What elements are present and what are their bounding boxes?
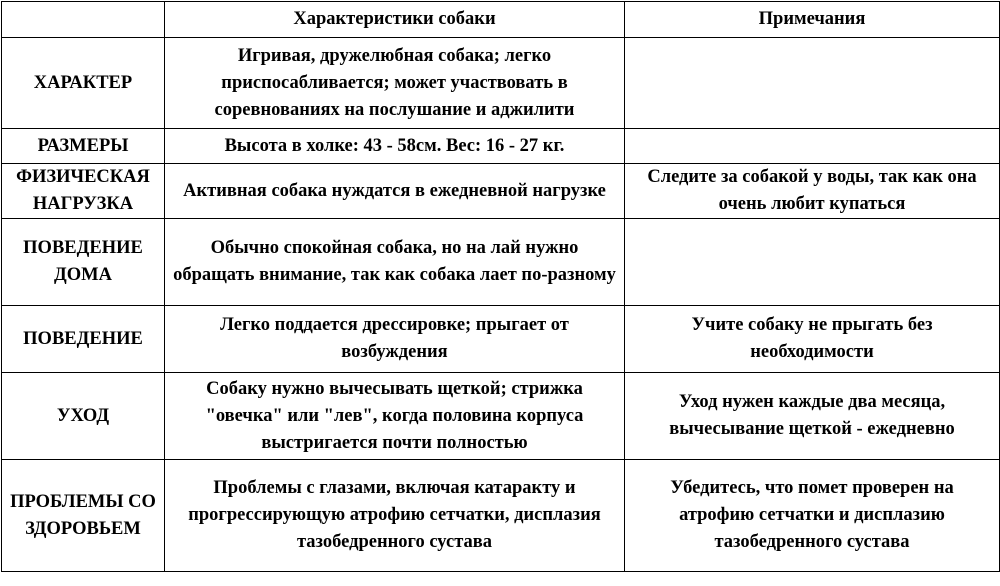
table-row [2,460,1000,572]
dog-care-table [1,1,1000,572]
row-label: ХАРАКТЕР [2,38,165,129]
row-label: ПРОБЛЕМЫ СО ЗДОРОВЬЕМ [2,460,165,572]
row-label: УХОД [2,373,165,460]
row-label: ПОВЕДЕНИЕ [2,306,165,373]
table-row [2,219,1000,306]
row-characteristics: Легко поддается дрессировке; прыгает от возбуждения [165,306,625,373]
row-notes: Уход нужен каждые два месяца, вычесывание щеткой - ежедневно [625,373,1000,460]
row-notes: Следите за собакой у воды, так как она очень любит купаться [625,164,1000,219]
row-characteristics: Игривая, дружелюбная собака; легко приспосабливается; может участвовать в соревнованиях на послушание и аджилити [165,38,625,129]
row-characteristics: Проблемы с глазами, включая катаракту и прогрессирующую атрофию сетчатки, дисплазия тазобедренного сустава [165,460,625,572]
table-row [2,129,1000,164]
header-row [2,2,1000,38]
header-label-cell [2,2,165,38]
row-characteristics: Высота в холке: 43 - 58см. Вес: 16 - 27 кг. [165,129,625,164]
header-notes: Примечания [625,2,1000,38]
header-characteristics: Характеристики собаки [165,2,625,38]
row-notes: Убедитесь, что помет проверен на атрофию сетчатки и дисплазию тазобедренного сустава [625,460,1000,572]
row-label: ФИЗИЧЕСКАЯ НАГРУЗКА [2,164,165,219]
row-label: РАЗМЕРЫ [2,129,165,164]
table-row [2,373,1000,460]
row-characteristics: Обычно спокойная собака, но на лай нужно обращать внимание, так как собака лает по-разному [165,219,625,306]
table-row [2,164,1000,219]
row-notes: Учите собаку не прыгать без необходимости [625,306,1000,373]
row-characteristics: Собаку нужно вычесывать щеткой; стрижка "овечка" или "лев", когда половина корпуса выстригается почти полностью [165,373,625,460]
table-row [2,38,1000,129]
row-notes [625,38,1000,129]
row-notes [625,129,1000,164]
table-row [2,306,1000,373]
row-notes [625,219,1000,306]
row-label: ПОВЕДЕНИЕ ДОМА [2,219,165,306]
row-characteristics: Активная собака нуждатся в ежедневной нагрузке [165,164,625,219]
